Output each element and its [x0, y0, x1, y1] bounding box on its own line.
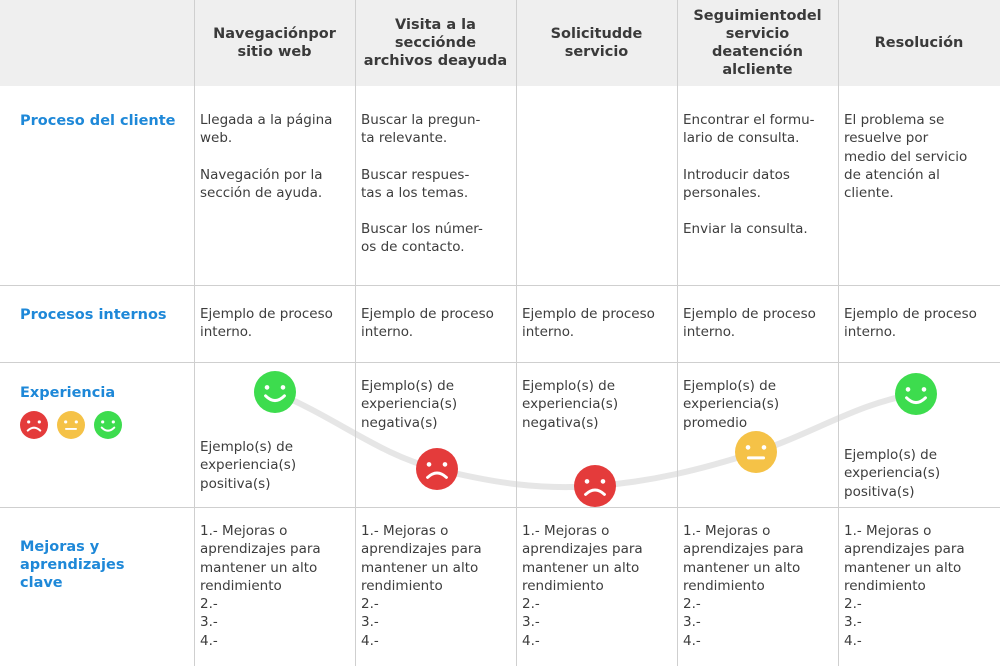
text-line: 4.-	[683, 632, 701, 649]
happy-face-icon	[94, 411, 122, 439]
text-line: Ejemplo(s) de	[683, 378, 777, 394]
sad-face-icon	[574, 465, 616, 507]
text-line: positiva(s)	[844, 483, 915, 500]
text-line: 2.-	[844, 596, 862, 613]
text-line: Ejemplo(s) de	[361, 378, 455, 394]
text-line: 4.-	[522, 632, 540, 649]
cell-experiencia-3	[522, 377, 672, 432]
column-header-5	[838, 0, 1000, 86]
text-line: lario de consulta.	[683, 130, 800, 147]
text-line: experiencia(s)	[683, 396, 780, 413]
text-line: Buscar respues-	[361, 166, 470, 183]
cell-proceso-cliente-4	[683, 111, 833, 256]
text-line: negativa(s)	[361, 414, 438, 431]
row-divider	[0, 507, 1000, 508]
text-line: mantener un alto	[200, 559, 318, 576]
text-line: aprendizajes para	[683, 541, 804, 558]
text-line: experiencia(s)	[200, 457, 297, 474]
text-line: 4.-	[200, 632, 218, 649]
cell-proceso-interno-3	[522, 305, 672, 342]
text-line: Buscar la pregun-	[361, 112, 481, 128]
cell-proceso-interno-5	[844, 305, 994, 342]
text-line: de atención al	[844, 166, 940, 183]
paragraph	[844, 111, 994, 202]
text-line: Buscar los númer-	[361, 221, 483, 238]
text-line: rendimiento	[683, 577, 765, 594]
cell-mejoras-4	[683, 522, 833, 650]
text-line: 2.-	[200, 596, 218, 613]
text-line: mantener un alto	[361, 559, 479, 576]
text-line: Introducir datos	[683, 166, 790, 183]
text-line: atención al	[722, 44, 803, 78]
text-line: interno.	[361, 324, 414, 341]
text-line: resuelve por	[844, 130, 929, 147]
row-label-procesos-internos: Procesos internos	[20, 307, 167, 323]
text-line: ta relevante.	[361, 130, 448, 147]
text-line: sección de ayuda.	[200, 184, 323, 201]
cell-experiencia-4	[683, 377, 833, 432]
cell-experiencia-2	[361, 377, 511, 432]
cell-proceso-cliente-2	[361, 111, 511, 275]
cell-mejoras-2	[361, 522, 511, 650]
text-line: de servicio	[564, 26, 643, 60]
text-line: rendimiento	[361, 577, 443, 594]
column-divider	[677, 0, 678, 666]
paragraph	[361, 220, 511, 257]
text-line: Enviar la consulta.	[683, 221, 808, 238]
text-line: 3.-	[200, 614, 218, 631]
text-line: Ejemplo de proceso	[844, 306, 977, 322]
text-line: rendimiento	[200, 577, 282, 594]
column-header-2	[355, 0, 516, 86]
cell-mejoras-3	[522, 522, 672, 650]
text-line: Llegada a la página	[200, 112, 333, 128]
paragraph	[683, 111, 833, 148]
text-line: 1.- Mejoras o	[200, 523, 288, 539]
text-line: 4.-	[844, 632, 862, 649]
cell-mejoras-5	[844, 522, 994, 650]
text-line: Ejemplo(s) de	[522, 378, 616, 394]
cell-proceso-cliente-1	[200, 111, 350, 220]
column-header-4	[677, 0, 838, 86]
text-line: web.	[200, 130, 233, 147]
text-line: interno.	[522, 324, 575, 341]
text-line: 1.- Mejoras o	[522, 523, 610, 539]
text-line: Navegación por la	[200, 166, 323, 183]
text-line: experiencia(s)	[522, 396, 619, 413]
text-line: Ejemplo de proceso	[200, 306, 333, 322]
neutral-face-icon	[735, 431, 777, 473]
sad-face-icon	[416, 448, 458, 490]
text-line: 3.-	[844, 614, 862, 631]
paragraph	[200, 166, 350, 203]
text-line: experiencia(s)	[844, 465, 941, 482]
paragraph	[683, 220, 833, 238]
text-line: promedio	[683, 414, 748, 431]
text-line: ayuda	[457, 53, 508, 69]
text-line: Seguimiento	[693, 8, 797, 24]
text-line: mantener un alto	[844, 559, 962, 576]
row-label-proceso-cliente: Proceso del cliente	[20, 113, 176, 129]
text-line: medio del servicio	[844, 148, 968, 165]
text-line: Encontrar el formu-	[683, 112, 815, 128]
text-line: aprendizajes para	[522, 541, 643, 558]
text-line: Navegación	[213, 26, 309, 42]
text-line: negativa(s)	[522, 414, 599, 431]
cell-mejoras-1	[200, 522, 350, 650]
text-line: Visita a la sección	[394, 17, 476, 51]
row-divider	[0, 285, 1000, 286]
text-line: cliente	[737, 62, 793, 78]
cell-proceso-interno-2	[361, 305, 511, 342]
row-divider	[0, 362, 1000, 363]
column-header-1	[194, 0, 355, 86]
text-line: 1.- Mejoras o	[844, 523, 932, 539]
text-line: rendimiento	[844, 577, 926, 594]
happy-face-icon	[254, 371, 296, 413]
paragraph	[683, 166, 833, 203]
column-divider	[194, 0, 195, 666]
text-line: 3.-	[683, 614, 701, 631]
sad-face-icon	[20, 411, 48, 439]
happy-face-icon	[895, 373, 937, 415]
text-line: 4.-	[361, 632, 379, 649]
row-label-experiencia: Experiencia	[20, 385, 116, 401]
cell-proceso-cliente-5	[844, 111, 994, 220]
text-line: interno.	[200, 324, 253, 341]
text-line: mantener un alto	[683, 559, 801, 576]
neutral-face-icon	[57, 411, 85, 439]
paragraph	[361, 111, 511, 148]
text-line: interno.	[683, 324, 736, 341]
text-line: 2.-	[683, 596, 701, 613]
paragraph	[361, 166, 511, 203]
text-line: Ejemplo de proceso	[522, 306, 655, 322]
text-line: personales.	[683, 184, 761, 201]
text-line: rendimiento	[522, 577, 604, 594]
text-line: mantener un alto	[522, 559, 640, 576]
text-line: tas a los temas.	[361, 184, 469, 201]
column-divider	[355, 0, 356, 666]
text-line: Ejemplo(s) de	[200, 439, 294, 455]
text-line: de archivos de	[363, 35, 477, 69]
text-line: 2.-	[361, 596, 379, 613]
row-label-mejoras: Mejoras y aprendizajes clave	[20, 539, 125, 591]
text-line: os de contacto.	[361, 239, 465, 256]
text-line: interno.	[844, 324, 897, 341]
text-line: Ejemplo de proceso	[361, 306, 494, 322]
text-line: Ejemplo de proceso	[683, 306, 816, 322]
text-line: 1.- Mejoras o	[683, 523, 771, 539]
text-line: aprendizajes para	[844, 541, 965, 558]
text-line: Solicitud	[550, 26, 623, 42]
text-line: 3.-	[361, 614, 379, 631]
text-line: del servicio de	[712, 8, 822, 60]
text-line: por sitio web	[237, 26, 336, 60]
column-divider	[838, 0, 839, 666]
text-line: 3.-	[522, 614, 540, 631]
cell-proceso-interno-4	[683, 305, 833, 342]
text-line: 2.-	[522, 596, 540, 613]
text-line: experiencia(s)	[361, 396, 458, 413]
text-line: 1.- Mejoras o	[361, 523, 449, 539]
column-divider	[516, 0, 517, 666]
text-line: aprendizajes para	[200, 541, 321, 558]
text-line: Ejemplo(s) de	[844, 447, 938, 463]
text-line: Resolución	[874, 35, 964, 51]
cell-experiencia-5	[844, 446, 994, 501]
column-header-3	[516, 0, 677, 86]
paragraph	[200, 111, 350, 148]
cell-proceso-interno-1	[200, 305, 350, 342]
cell-experiencia-1	[200, 438, 350, 493]
text-line: cliente.	[844, 185, 894, 202]
text-line: El problema se	[844, 112, 945, 128]
text-line: positiva(s)	[200, 475, 271, 492]
text-line: aprendizajes para	[361, 541, 482, 558]
